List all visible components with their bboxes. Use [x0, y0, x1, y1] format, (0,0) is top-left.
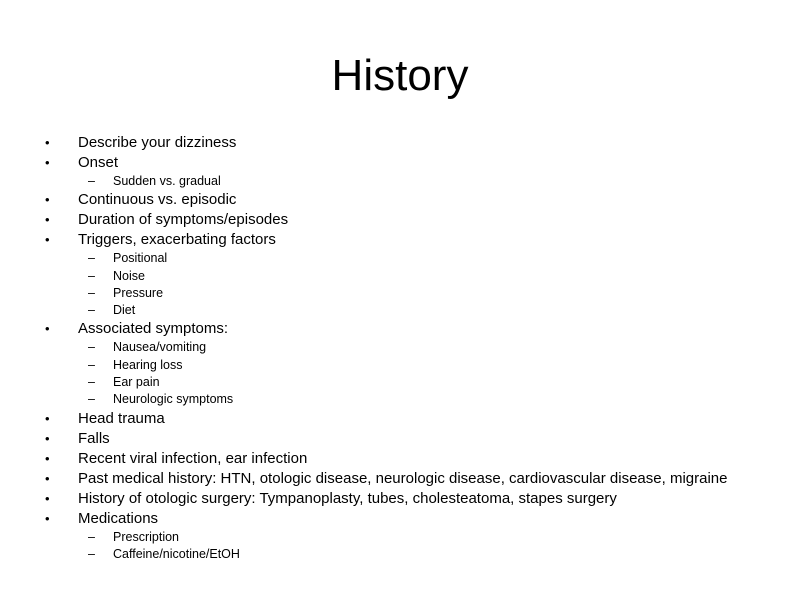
bullet-item	[0, 449, 800, 469]
bullet-text: History of otologic surgery: Tympanoplasty, tubes, cholesteatoma, stapes surgery	[78, 489, 617, 507]
sub-bullet-item	[0, 374, 800, 391]
bullet-text: Falls	[78, 429, 110, 447]
sub-bullet-item	[0, 529, 800, 546]
bullet-item	[0, 509, 800, 529]
sub-bullet-text: Noise	[113, 268, 145, 283]
sub-bullet-text: Ear pain	[113, 375, 160, 390]
dash-icon: –	[88, 375, 95, 390]
bullet-text: Duration of symptoms/episodes	[78, 211, 289, 229]
bullet-item	[0, 210, 800, 230]
bullet-text: Continuous vs. episodic	[78, 191, 237, 209]
sub-bullet-text: Nausea/vomiting	[113, 340, 207, 355]
bullet-item	[0, 190, 800, 210]
bullet-icon: •	[45, 212, 50, 228]
sub-bullet-text: Pressure	[113, 285, 164, 300]
bullet-text: Associated symptoms:	[78, 320, 229, 338]
sub-bullet-text: Prescription	[113, 529, 179, 544]
dash-icon: –	[88, 357, 95, 372]
bullet-item	[0, 489, 800, 509]
sub-bullet-item	[0, 302, 800, 319]
bullet-icon: •	[45, 232, 50, 248]
sub-bullet-text: Positional	[113, 251, 168, 266]
bullet-icon: •	[45, 155, 50, 170]
bullet-item	[0, 230, 800, 250]
bullet-item	[0, 429, 800, 449]
bullet-text: Onset	[78, 154, 119, 171]
bullet-item	[0, 409, 800, 429]
dash-icon: –	[88, 392, 95, 407]
bullet-icon: •	[45, 430, 50, 446]
dash-icon: –	[88, 285, 95, 300]
bullet-icon: •	[45, 135, 50, 150]
dash-icon: –	[88, 340, 95, 355]
sub-bullet-item	[0, 285, 800, 302]
bullet-list	[0, 133, 800, 563]
sub-bullet-text: Caffeine/nicotine/EtOH	[113, 546, 240, 561]
sub-bullet-item	[0, 391, 800, 408]
bullet-text: Medications	[78, 509, 159, 527]
sub-bullet-text: Hearing loss	[113, 357, 183, 372]
sub-bullet-item	[0, 546, 800, 563]
sub-bullet-text: Sudden vs. gradual	[113, 174, 221, 188]
bullet-text: Past medical history: HTN, otologic disease, neurologic disease, cardiovascular disease, migraine	[78, 469, 728, 487]
dash-icon: –	[88, 268, 95, 283]
bullet-icon: •	[45, 470, 50, 486]
bullet-icon: •	[45, 192, 50, 208]
sub-bullet-item	[0, 339, 800, 356]
bullet-item	[0, 469, 800, 489]
dash-icon: –	[88, 546, 95, 561]
dash-icon: –	[88, 303, 95, 318]
bullet-icon: •	[45, 510, 50, 526]
dash-icon: –	[88, 174, 95, 188]
sub-bullet-item	[0, 268, 800, 285]
bullet-icon: •	[45, 450, 50, 466]
bullet-icon: •	[45, 490, 50, 506]
sub-bullet-text: Diet	[113, 303, 136, 318]
bullet-item	[0, 153, 800, 173]
sub-bullet-item	[0, 357, 800, 374]
bullet-item	[0, 319, 800, 339]
bullet-text: Describe your dizziness	[78, 134, 237, 151]
sub-bullet-item	[0, 250, 800, 267]
bullet-text: Head trauma	[78, 409, 165, 427]
dash-icon: –	[88, 529, 95, 544]
bullet-icon: •	[45, 410, 50, 426]
bullet-text: Recent viral infection, ear infection	[78, 449, 308, 467]
sub-bullet-text: Neurologic symptoms	[113, 392, 234, 407]
bullet-icon: •	[45, 321, 50, 337]
bullet-item	[0, 133, 800, 153]
bullet-text: Triggers, exacerbating factors	[78, 231, 276, 249]
sub-bullet-item	[0, 173, 800, 190]
slide-title: History	[331, 51, 469, 100]
dash-icon: –	[88, 251, 95, 266]
